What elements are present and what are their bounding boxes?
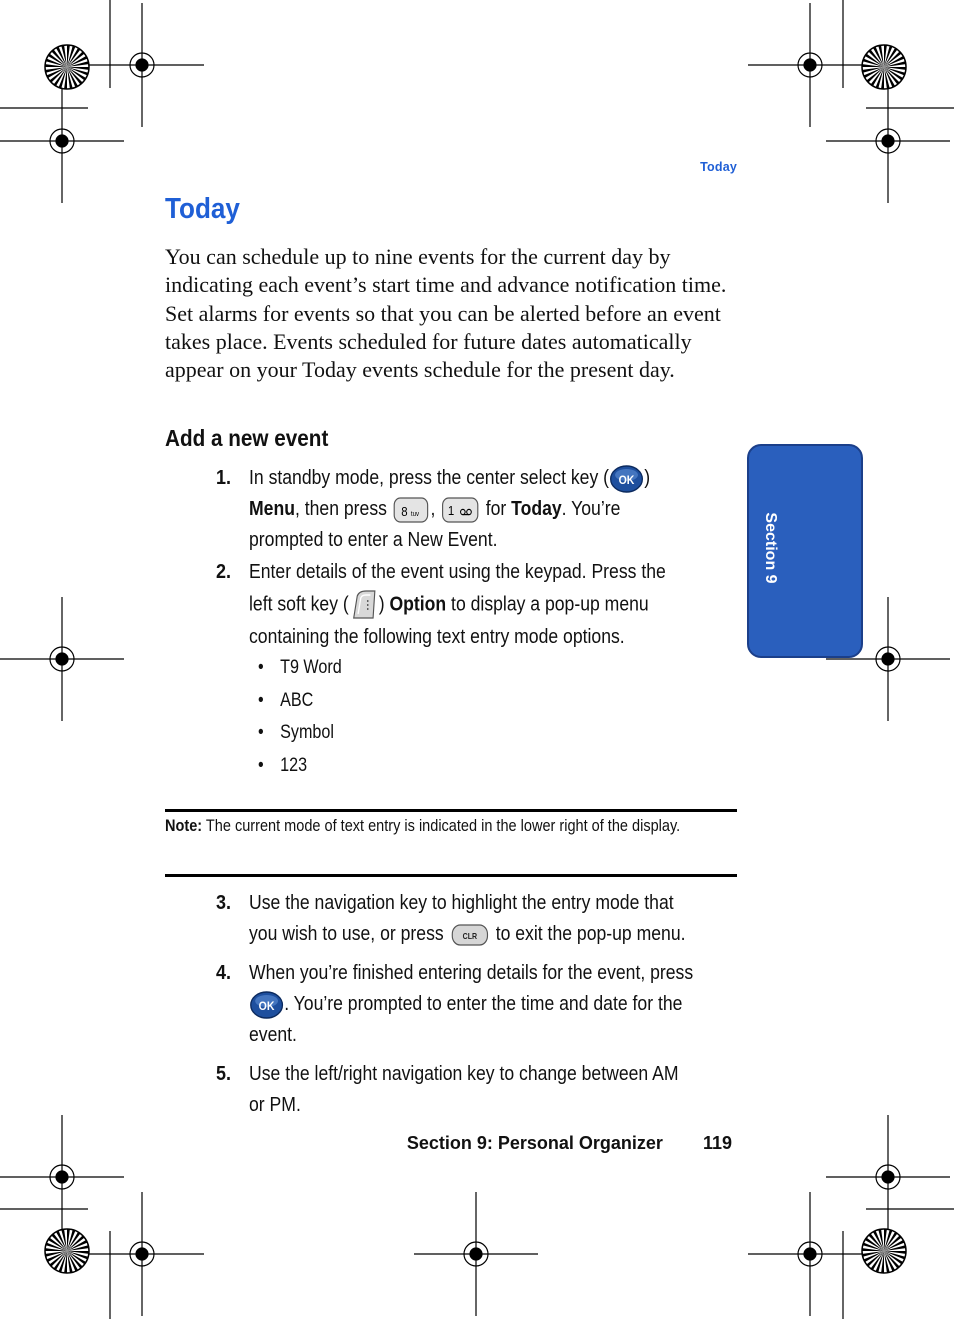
step-text-part: Use the navigation key to highlight the entry mode that	[249, 892, 674, 914]
running-header-title: Today	[700, 160, 737, 174]
step-text-part: to exit the pop-up menu.	[495, 923, 686, 945]
step-text-part: )	[644, 467, 651, 489]
step-text-part: you wish to use, or press	[249, 923, 444, 945]
note-label: Note:	[165, 817, 203, 835]
list-item-text: T9 Word	[280, 657, 342, 678]
menu-keyword: Menu	[249, 498, 295, 520]
step-text-part: to display a pop-up menu	[451, 593, 649, 616]
section-side-tab-label: Section 9	[762, 512, 779, 584]
key-8-icon	[392, 495, 431, 525]
step-text-part: . You’re	[561, 498, 621, 520]
registration-crosshair-icon	[80, 1192, 204, 1316]
key-1-digit: 1	[448, 503, 455, 518]
bullet: •	[258, 657, 264, 678]
text-mode-list	[258, 652, 342, 782]
step-text-part: , then press	[294, 498, 387, 520]
left-soft-key-icon	[349, 588, 379, 622]
bullet: •	[258, 722, 264, 743]
option-keyword: Option	[389, 593, 447, 616]
list-item	[258, 717, 342, 750]
page-number: 119	[702, 1133, 732, 1153]
step-text-part: containing the following text entry mode options.	[249, 626, 625, 648]
step-text-part: left soft key (	[249, 593, 349, 616]
step-text	[249, 463, 680, 556]
page-footer	[400, 1133, 732, 1154]
list-item-text: 123	[280, 754, 308, 776]
key-8-digit: 8	[401, 504, 408, 519]
registration-rosette-icon	[862, 45, 906, 89]
today-keyword: Today	[511, 498, 562, 520]
registration-crosshair-icon	[748, 3, 872, 127]
intro-paragraph	[165, 243, 737, 384]
intro-text: You can schedule up to nine events for the current day by indicating each event’s start time and advance notification time. Set alarms for events so that you can be alerted before an event takes place. Events scheduled for future dates automatically appear on your Today events schedule for the present day.	[165, 244, 727, 383]
step-text-part: . You’re prompted to enter the time and date for the	[284, 993, 683, 1015]
bullet: •	[258, 689, 264, 711]
registration-crosshair-icon	[0, 597, 124, 721]
step-number: 2.	[216, 561, 232, 583]
note-divider-top	[165, 809, 737, 812]
ok-key-label: OK	[258, 1000, 275, 1013]
note-divider-bottom	[165, 874, 737, 877]
bullet: •	[258, 754, 264, 776]
step-text	[249, 958, 694, 1051]
list-item-text: ABC	[280, 689, 314, 711]
step-text-part: ,	[430, 498, 436, 520]
registration-crosshair-icon	[414, 1192, 538, 1316]
note-text: The current mode of text entry is indicated in the lower right of the display.	[205, 817, 681, 835]
step-text-part: for	[485, 498, 507, 520]
page-title: Today	[165, 193, 240, 225]
step-number: 5.	[216, 1063, 232, 1085]
step-text-part: Use the left/right navigation key to change between AM	[249, 1063, 679, 1085]
footer-section-title: Section 9: Personal Organizer	[406, 1133, 663, 1153]
registration-crosshair-icon	[826, 1115, 950, 1239]
key-8-letters: tuv	[411, 510, 420, 518]
list-item-text: Symbol	[280, 722, 334, 743]
step-number: 1.	[216, 467, 232, 489]
registration-crosshair-icon	[826, 79, 950, 203]
list-item	[258, 750, 342, 783]
step-text-part: or PM.	[249, 1094, 301, 1116]
note-box	[165, 816, 728, 837]
ok-key-icon	[609, 464, 644, 494]
registration-rosette-icon	[862, 1229, 906, 1273]
step-text	[249, 888, 686, 950]
clr-key-label: CLR	[462, 931, 477, 941]
step-text-part: )	[378, 593, 385, 616]
step-text	[249, 557, 680, 653]
key-1-voicemail-icon	[440, 495, 480, 525]
registration-crosshair-icon	[80, 3, 204, 127]
list-item	[258, 652, 342, 685]
registration-crosshair-icon	[0, 1115, 124, 1239]
registration-crosshair-icon	[0, 79, 124, 203]
list-item	[258, 685, 342, 718]
step-text-part: Enter details of the event using the keypad. Press the	[249, 561, 666, 583]
step-text-part: event.	[249, 1024, 297, 1046]
step-number: 4.	[216, 962, 232, 984]
step-number: 3.	[216, 892, 232, 914]
step-text-part: prompted to enter a New Event.	[249, 529, 498, 551]
registration-rosette-icon	[45, 45, 89, 89]
registration-rosette-icon	[45, 1229, 89, 1273]
registration-crosshair-icon	[748, 1192, 872, 1316]
step-text-part: In standby mode, press the center select key (	[249, 467, 610, 489]
section-subheading: Add a new event	[165, 425, 329, 451]
step-text	[249, 1059, 680, 1121]
ok-key-label: OK	[618, 474, 635, 487]
ok-key-icon	[249, 990, 284, 1020]
clr-key-icon	[449, 921, 491, 949]
step-text-part: When you’re finished entering details for the event, press	[249, 962, 694, 984]
